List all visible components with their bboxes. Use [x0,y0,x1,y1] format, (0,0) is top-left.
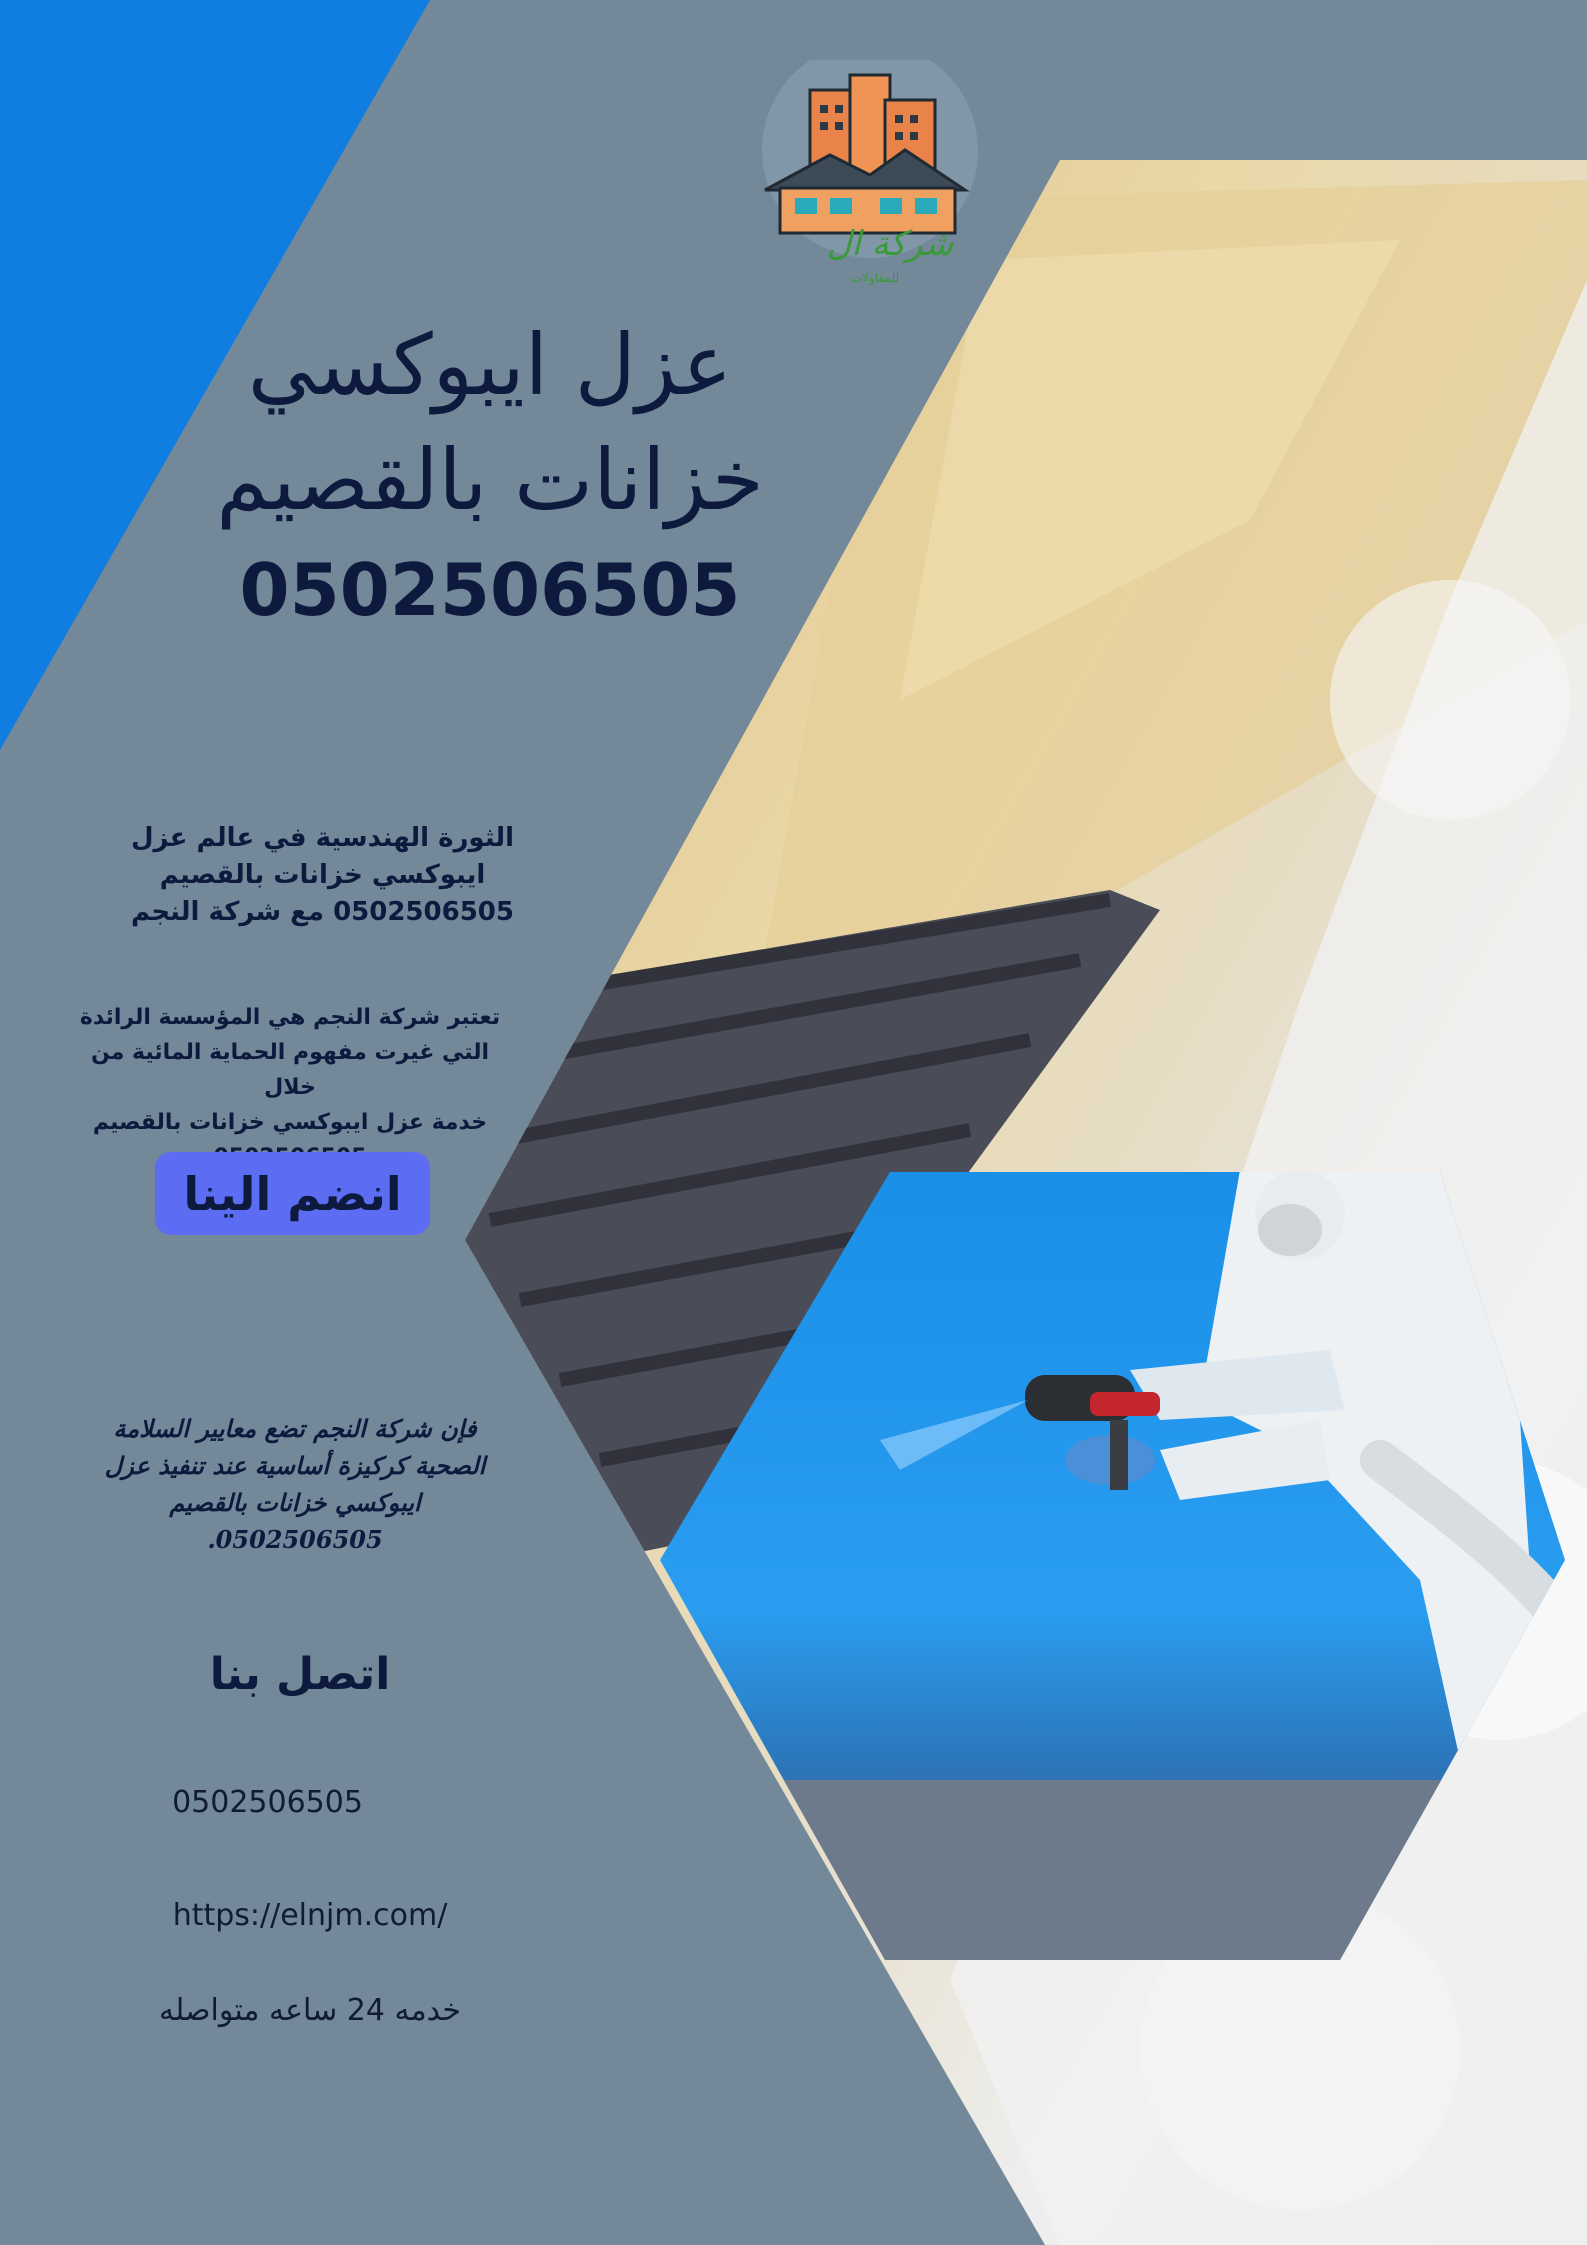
safety-line: ايبوكسي خزانات بالقصيم [169,1488,421,1517]
intro-heading-line: الثورة الهندسية في عالم عزل [130,823,515,853]
intro-body-line: تعتبر شركة النجم هي المؤسسة الرائدة [79,1005,501,1030]
intro-body-line: خدمة عزل ايبوكسي خزانات بالقصيم [92,1110,488,1135]
safety-line: 0502506505. [207,1525,383,1554]
contact-heading: اتصل بنا [209,1649,391,1700]
intro-body-line: التي غيرت مفهوم الحماية المائية من خلال [90,1040,490,1100]
building-house-logo-icon [755,60,995,290]
logo-company-name: شركة ال [826,224,954,264]
service-hours: خدمه 24 ساعه متواصله [159,1993,461,2028]
intro-body [65,1000,515,1175]
title-phone-number[interactable]: 0502506505 [239,548,741,632]
safety-paragraph [85,1410,505,1558]
contact-phone[interactable]: 0502506505 [172,1785,363,1820]
intro-heading [120,820,525,931]
page-title-line1: عزل ايبوكسي [247,316,733,414]
company-logo [755,60,995,290]
intro-heading-line: 0502506505 مع شركة النجم [131,897,514,927]
logo-company-subtitle: للمقاولات [850,271,900,285]
safety-line: فإن شركة النجم تضع معايير السلامة [113,1414,477,1443]
website-link[interactable]: https://elnjm.com/ [172,1898,448,1933]
safety-line: الصحية كركيزة أساسية عند تنفيذ عزل [104,1451,486,1480]
join-us-button[interactable]: انضم الينا [155,1152,430,1235]
page-title-line2: خزانات بالقصيم [216,431,764,529]
intro-heading-line: ايبوكسي خزانات بالقصيم [159,860,486,890]
